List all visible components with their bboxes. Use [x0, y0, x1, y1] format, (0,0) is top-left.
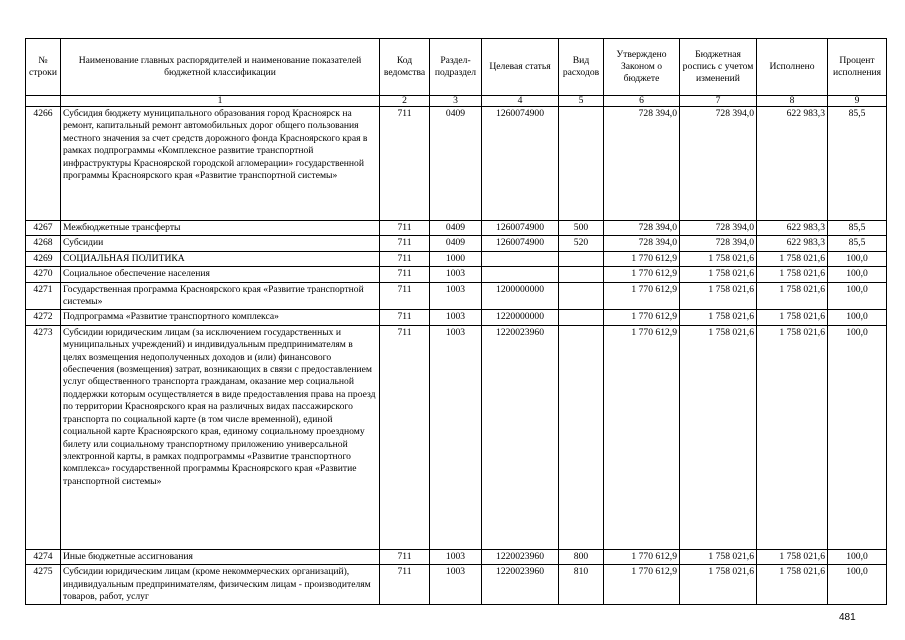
row-budget: 728 394,0: [680, 221, 757, 236]
column-number: [26, 96, 61, 107]
row-name: Субсидии юридическим лицам (за исключением государственных и муниципальных учреждений) и индивидуальным предпринимателям в целях возмещения недополученных доходов и (или) финансового обеспечения (возмещения) затрат, возникающих в связи с предоставлением услуг общественного транспорта гражданам, оказание мер социальной поддержки которым осуществляется в виде предоставления права на проезд по территории Красноярского края на различных видах пассажирского транспорта по социальной карте (в том числе временной), единой социальной карте Красноярского края, единому социальному проездному билету или социальному транспортному приложению универсальной электронной карты, в рамках подпрограммы «Развитие транспортного комплекса» государственной программы Красноярского края «Развитие транспортной системы»: [61, 325, 380, 549]
row-percent: 100,0: [828, 565, 887, 605]
column-number: 5: [559, 96, 604, 107]
row-executed: 1 758 021,6: [757, 310, 828, 325]
row-percent: 85,5: [828, 221, 887, 236]
row-percent: 85,5: [828, 107, 887, 221]
row-target: [482, 267, 559, 282]
row-percent: 100,0: [828, 549, 887, 564]
row-budget: 1 758 021,6: [680, 251, 757, 266]
header-dept-code: Код ведомства: [380, 39, 430, 96]
row-executed: 1 758 021,6: [757, 282, 828, 310]
column-number: 3: [430, 96, 482, 107]
row-budget: 1 758 021,6: [680, 325, 757, 549]
row-dept: 711: [380, 221, 430, 236]
row-dept: 711: [380, 251, 430, 266]
row-approved: 1 770 612,9: [604, 267, 680, 282]
header-name: Наименование главных распорядителей и наименование показателей бюджетной классификации: [61, 39, 380, 96]
row-percent: 85,5: [828, 236, 887, 251]
row-executed: 622 983,3: [757, 236, 828, 251]
row-budget: 1 758 021,6: [680, 267, 757, 282]
table-row: [26, 310, 887, 325]
row-executed: 1 758 021,6: [757, 549, 828, 564]
column-number: 6: [604, 96, 680, 107]
row-number: 4274: [26, 549, 61, 564]
header-section: Раздел-подраздел: [430, 39, 482, 96]
row-approved: 1 770 612,9: [604, 282, 680, 310]
header-expense-type: Вид расходов: [559, 39, 604, 96]
row-target: 1260074900: [482, 236, 559, 251]
row-name: СОЦИАЛЬНАЯ ПОЛИТИКА: [61, 251, 380, 266]
row-executed: 1 758 021,6: [757, 251, 828, 266]
page-number: 481: [839, 612, 856, 623]
row-target: 1260074900: [482, 221, 559, 236]
row-dept: 711: [380, 565, 430, 605]
row-section: 1003: [430, 549, 482, 564]
row-number: 4266: [26, 107, 61, 221]
row-target: 1220000000: [482, 310, 559, 325]
row-section: 1000: [430, 251, 482, 266]
row-dept: 711: [380, 325, 430, 549]
row-target: [482, 251, 559, 266]
row-number: 4273: [26, 325, 61, 549]
row-dept: 711: [380, 549, 430, 564]
row-number: 4269: [26, 251, 61, 266]
row-executed: 1 758 021,6: [757, 325, 828, 549]
row-number: 4268: [26, 236, 61, 251]
column-number: 9: [828, 96, 887, 107]
column-number: 4: [482, 96, 559, 107]
row-name: Социальное обеспечение населения: [61, 267, 380, 282]
row-target: 1200000000: [482, 282, 559, 310]
table-header-row: [26, 39, 887, 96]
header-budget-list: Бюджетная роспись с учетом изменений: [680, 39, 757, 96]
row-section: 0409: [430, 107, 482, 221]
row-vid: [559, 282, 604, 310]
row-percent: 100,0: [828, 282, 887, 310]
row-budget: 728 394,0: [680, 107, 757, 221]
row-budget: 1 758 021,6: [680, 282, 757, 310]
row-name: Государственная программа Красноярского края «Развитие транспортной системы»: [61, 282, 380, 310]
row-name: Субсидии юридическим лицам (кроме некоммерческих организаций), индивидуальным предпринимателям, физическим лицам - производителям товаров, работ, услуг: [61, 565, 380, 605]
row-approved: 728 394,0: [604, 221, 680, 236]
row-approved: 1 770 612,9: [604, 251, 680, 266]
table-row: [26, 221, 887, 236]
row-target: 1220023960: [482, 549, 559, 564]
row-section: 1003: [430, 325, 482, 549]
table-row: [26, 267, 887, 282]
column-number: 7: [680, 96, 757, 107]
row-dept: 711: [380, 236, 430, 251]
row-section: 1003: [430, 310, 482, 325]
header-target: Целевая статья: [482, 39, 559, 96]
row-dept: 711: [380, 107, 430, 221]
row-executed: 1 758 021,6: [757, 565, 828, 605]
row-percent: 100,0: [828, 325, 887, 549]
row-name: Субсидии: [61, 236, 380, 251]
row-budget: 1 758 021,6: [680, 565, 757, 605]
row-executed: 622 983,3: [757, 221, 828, 236]
header-approved: Утверждено Законом о бюджете: [604, 39, 680, 96]
table-row: [26, 236, 887, 251]
row-section: 0409: [430, 221, 482, 236]
row-budget: 728 394,0: [680, 236, 757, 251]
row-dept: 711: [380, 282, 430, 310]
row-approved: 1 770 612,9: [604, 310, 680, 325]
header-percent: Процент исполнения: [828, 39, 887, 96]
row-dept: 711: [380, 267, 430, 282]
row-target: 1220023960: [482, 325, 559, 549]
row-dept: 711: [380, 310, 430, 325]
row-executed: 622 983,3: [757, 107, 828, 221]
row-vid: [559, 267, 604, 282]
row-percent: 100,0: [828, 251, 887, 266]
row-vid: 810: [559, 565, 604, 605]
row-section: 1003: [430, 267, 482, 282]
row-name: Подпрограмма «Развитие транспортного комплекса»: [61, 310, 380, 325]
row-approved: 1 770 612,9: [604, 565, 680, 605]
row-name: Иные бюджетные ассигнования: [61, 549, 380, 564]
row-target: 1220023960: [482, 565, 559, 605]
row-vid: 500: [559, 221, 604, 236]
row-number: 4272: [26, 310, 61, 325]
row-executed: 1 758 021,6: [757, 267, 828, 282]
table-row: [26, 282, 887, 310]
row-vid: [559, 325, 604, 549]
table-row: [26, 549, 887, 564]
table-row: [26, 251, 887, 266]
column-number: 2: [380, 96, 430, 107]
table-row: [26, 107, 887, 221]
header-executed: Исполнено: [757, 39, 828, 96]
row-number: 4271: [26, 282, 61, 310]
header-row-no: № строки: [26, 39, 61, 96]
row-approved: 1 770 612,9: [604, 325, 680, 549]
budget-table: [25, 38, 887, 605]
row-vid: [559, 107, 604, 221]
row-approved: 1 770 612,9: [604, 549, 680, 564]
table-row: [26, 565, 887, 605]
row-name: Субсидия бюджету муниципального образования город Красноярск на ремонт, капитальный ремонт автомобильных дорог общего пользования местного значения за счет средств дорожного фонда Красноярского края в рамках подпрограммы «Комплексное развитие транспортной инфраструктуры Красноярской городской агломерации» государственной программы Красноярского края «Развитие транспортной системы»: [61, 107, 380, 221]
table-row: [26, 325, 887, 549]
row-percent: 100,0: [828, 310, 887, 325]
row-budget: 1 758 021,6: [680, 549, 757, 564]
column-number-row: [26, 96, 887, 107]
row-number: 4267: [26, 221, 61, 236]
row-number: 4270: [26, 267, 61, 282]
row-approved: 728 394,0: [604, 107, 680, 221]
row-section: 0409: [430, 236, 482, 251]
row-vid: 800: [559, 549, 604, 564]
row-vid: [559, 251, 604, 266]
row-section: 1003: [430, 282, 482, 310]
row-section: 1003: [430, 565, 482, 605]
row-vid: 520: [559, 236, 604, 251]
row-approved: 728 394,0: [604, 236, 680, 251]
row-vid: [559, 310, 604, 325]
row-number: 4275: [26, 565, 61, 605]
row-percent: 100,0: [828, 267, 887, 282]
row-name: Межбюджетные трансферты: [61, 221, 380, 236]
column-number: 1: [61, 96, 380, 107]
row-target: 1260074900: [482, 107, 559, 221]
column-number: 8: [757, 96, 828, 107]
row-budget: 1 758 021,6: [680, 310, 757, 325]
